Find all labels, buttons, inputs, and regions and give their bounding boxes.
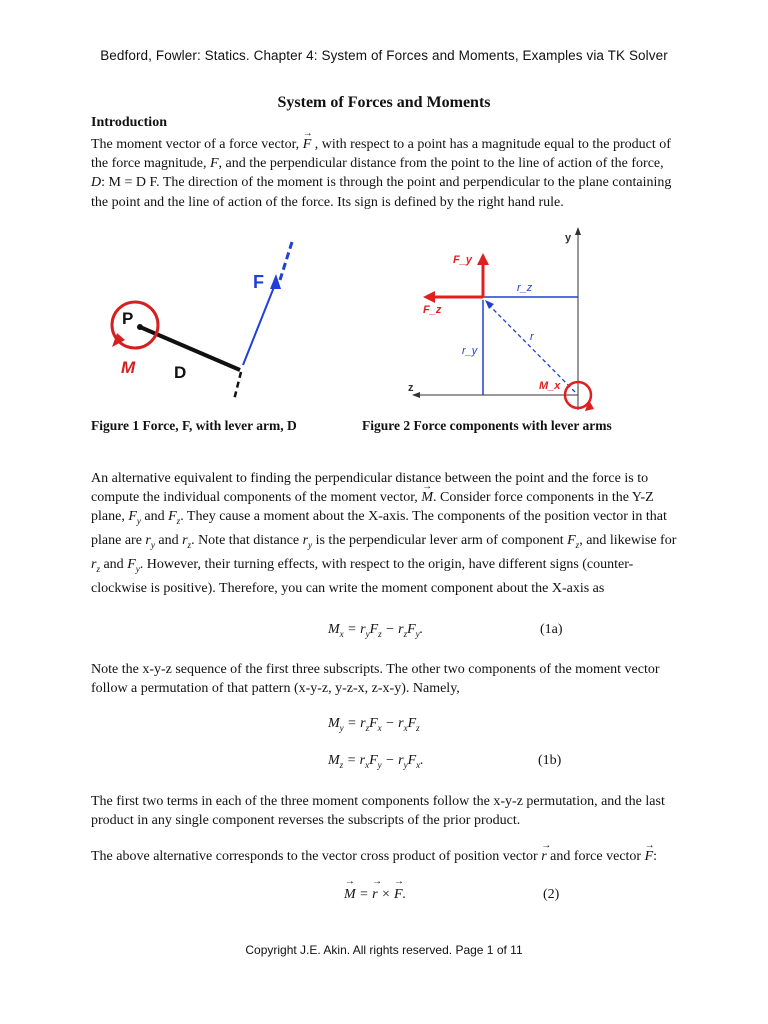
fz-label: F_z	[423, 304, 442, 316]
z-axis-label: z	[408, 382, 414, 394]
intro-paragraph: The moment vector of a force vector, → F , with respect to a point has a magnitude equal to the product of the force magnitude, F, and the perpendicular distance from the point to the line of action of the force, D: M = D F. The direction of the moment is through the point and perpendicular to the plane containing the point and the line of action of the force. Its sign is defined by the right hand rule.	[91, 135, 681, 212]
section-heading: Introduction	[91, 115, 167, 130]
equation-2: → M = → r × → F.	[344, 887, 406, 903]
equation-mz: $M_z = r_xF_y - r_yF_x$.	[328, 753, 424, 770]
terms-paragraph: The first two terms in each of the three moment components follow the x-y-z permutation, and the last product in any single component reverses the subscripts of the prior product.	[91, 794, 665, 829]
ry-label: r_y	[462, 345, 478, 357]
page-header: Bedford, Fowler: Statics. Chapter 4: System of Forces and Moments, Examples via TK Solver	[100, 48, 668, 63]
force-vector	[243, 282, 276, 365]
fy-arrowhead	[477, 253, 489, 265]
force-line-of-action-top	[280, 242, 292, 280]
moment-label: M	[121, 358, 136, 377]
equation-1b-number: (1b)	[538, 753, 562, 768]
mx-label: M_x	[539, 380, 561, 392]
equation-my: $M_y = r_zF_x - r_xF_z$	[328, 716, 420, 733]
point-p	[137, 324, 143, 330]
r-arrowhead	[485, 300, 494, 309]
force-arrowhead	[270, 274, 281, 289]
arm-label: D	[174, 363, 187, 382]
figure-1-diagram	[95, 232, 315, 412]
y-axis-arrowhead	[575, 227, 581, 235]
figure-1-caption: Figure 1 Force, F, with lever arm, D	[91, 418, 297, 433]
equation-1a: $M_x = r_yF_z - r_zF_y$.	[328, 622, 424, 639]
figure-2-diagram	[405, 225, 605, 415]
r-label: r	[530, 331, 534, 343]
fy-label: F_y	[453, 254, 472, 266]
note-paragraph: Note the x-y-z sequence of the first three subscripts. The other two components of the moment vector follow a permutation of that pattern (x-y-z, y-z-x, z-x-y). Namely,	[91, 662, 660, 697]
equation-2-number: (2)	[543, 887, 560, 902]
r-position-vector	[487, 303, 575, 392]
figure-2-caption: Figure 2 Force components with lever arms	[362, 418, 612, 433]
force-label: F	[253, 272, 264, 292]
equation-1a-number: (1a)	[540, 622, 563, 637]
alternative-paragraph: An alternative equivalent to finding the perpendicular distance between the point and the force is to compute the individual components of the moment vector, → M. Consider force components in the Y-Z plane, $F_y$ and $F_z$. They cause a moment about the X-axis. The components of the position vector in that plane are $r_y$ and $r_z$. Note that distance $r_y$ is the perpendicular lever arm of component $F_z$, and likewise for $r_z$ and $F_y$. However, their turning effects, with respect to the origin, have different signs (counter-clockwise is positive). Therefore, you can write the moment component about the X-axis as	[91, 469, 681, 599]
point-label: P	[122, 309, 134, 328]
rz-label: r_z	[517, 282, 533, 294]
y-axis-label: y	[565, 232, 572, 244]
page-footer: Copyright J.E. Akin. All rights reserved. Page 1 of 11	[245, 943, 523, 957]
page-title: System of Forces and Moments	[277, 94, 491, 111]
force-line-of-action-bottom	[234, 372, 241, 400]
fz-arrowhead	[423, 291, 435, 303]
cross-product-paragraph: The above alternative corresponds to the vector cross product of position vector → r and force vector → F:	[91, 846, 681, 867]
